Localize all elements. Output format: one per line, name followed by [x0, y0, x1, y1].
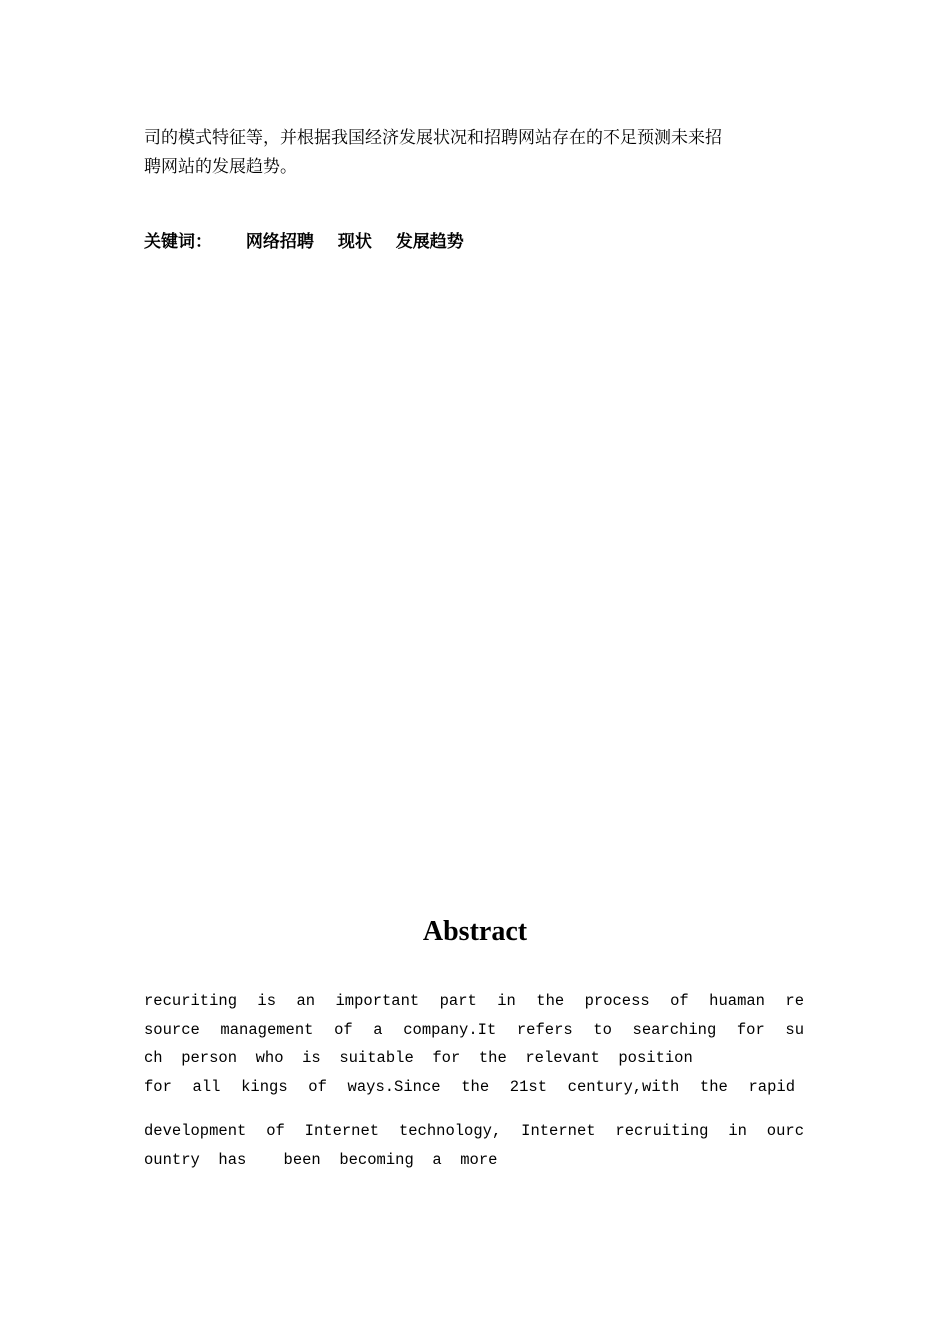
abstract-line: ountry has been becoming a more: [144, 1151, 498, 1169]
keyword-term: 发展趋势: [395, 232, 464, 252]
abstract-line: recuriting is an important part in the process of huaman re: [144, 992, 804, 1010]
abstract-line: development of Internet technology, Internet recruiting in ourc: [144, 1122, 804, 1140]
summary-line-2: 聘网站的发展趋势。: [144, 157, 297, 177]
abstract-heading: Abstract: [422, 916, 528, 947]
abstract-line: source management of a company.It refers to searching for su: [144, 1021, 804, 1039]
summary-line-1: 司的模式特征等，并根据我国经济发展状况和招聘网站存在的不足预测未来招: [144, 128, 722, 148]
keywords-row: [144, 232, 482, 252]
abstract-line: for all kings of ways.Since the 21st century,with the rapid: [144, 1078, 795, 1096]
keywords-label: 关键词：: [144, 232, 212, 252]
abstract-line: ch person who is suitable for the relevant position: [144, 1049, 693, 1067]
keyword-term: 网络招聘: [245, 232, 314, 252]
keyword-term: 现状: [337, 232, 372, 252]
